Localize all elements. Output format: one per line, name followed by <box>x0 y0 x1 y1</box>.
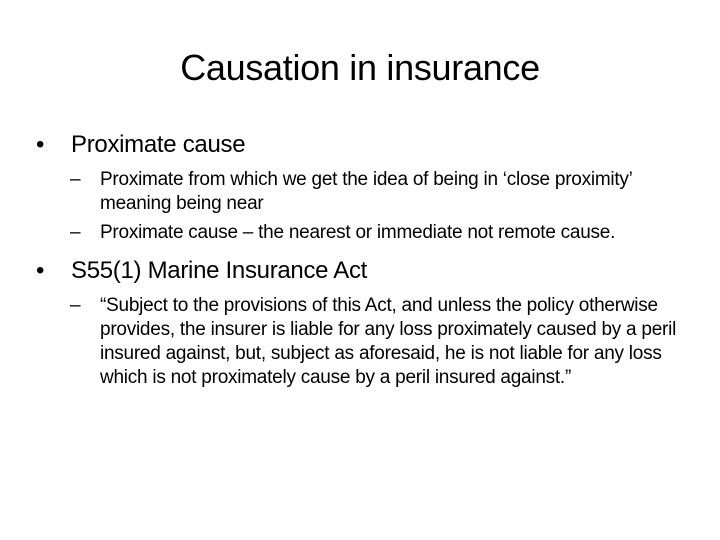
bullet-text: S55(1) Marine Insurance Act <box>71 257 368 284</box>
bullet-icon: • <box>36 131 45 158</box>
bullet-icon: • <box>36 257 45 284</box>
sub-bullet-proximity <box>36 168 686 216</box>
dash-icon: – <box>70 222 81 243</box>
bullet-text: Proximate cause <box>71 131 246 158</box>
sub-bullet-text: Proximate from which we get the idea of being in ‘close proximity’ meaning being near <box>100 169 632 214</box>
sub-bullet-nearest-cause <box>36 221 686 245</box>
bullet-proximate-cause <box>36 128 686 162</box>
sub-bullet-text: Proximate cause – the nearest or immediate not remote cause. <box>100 222 616 243</box>
dash-icon: – <box>70 169 81 190</box>
slide-body <box>36 128 686 390</box>
slide-title: Causation in insurance <box>180 47 540 88</box>
sub-bullet-text: “Subject to the provisions of this Act, and unless the policy otherwise provides, the insurer is liable for any loss proximately caused by a peril insured against, but, subject as aforesaid, he is not liable for any loss which is not proximately cause by a peril insured against.” <box>100 295 677 388</box>
dash-icon: – <box>70 295 81 316</box>
sub-bullet-s55-quote <box>36 294 686 390</box>
bullet-marine-insurance-act <box>36 254 686 288</box>
